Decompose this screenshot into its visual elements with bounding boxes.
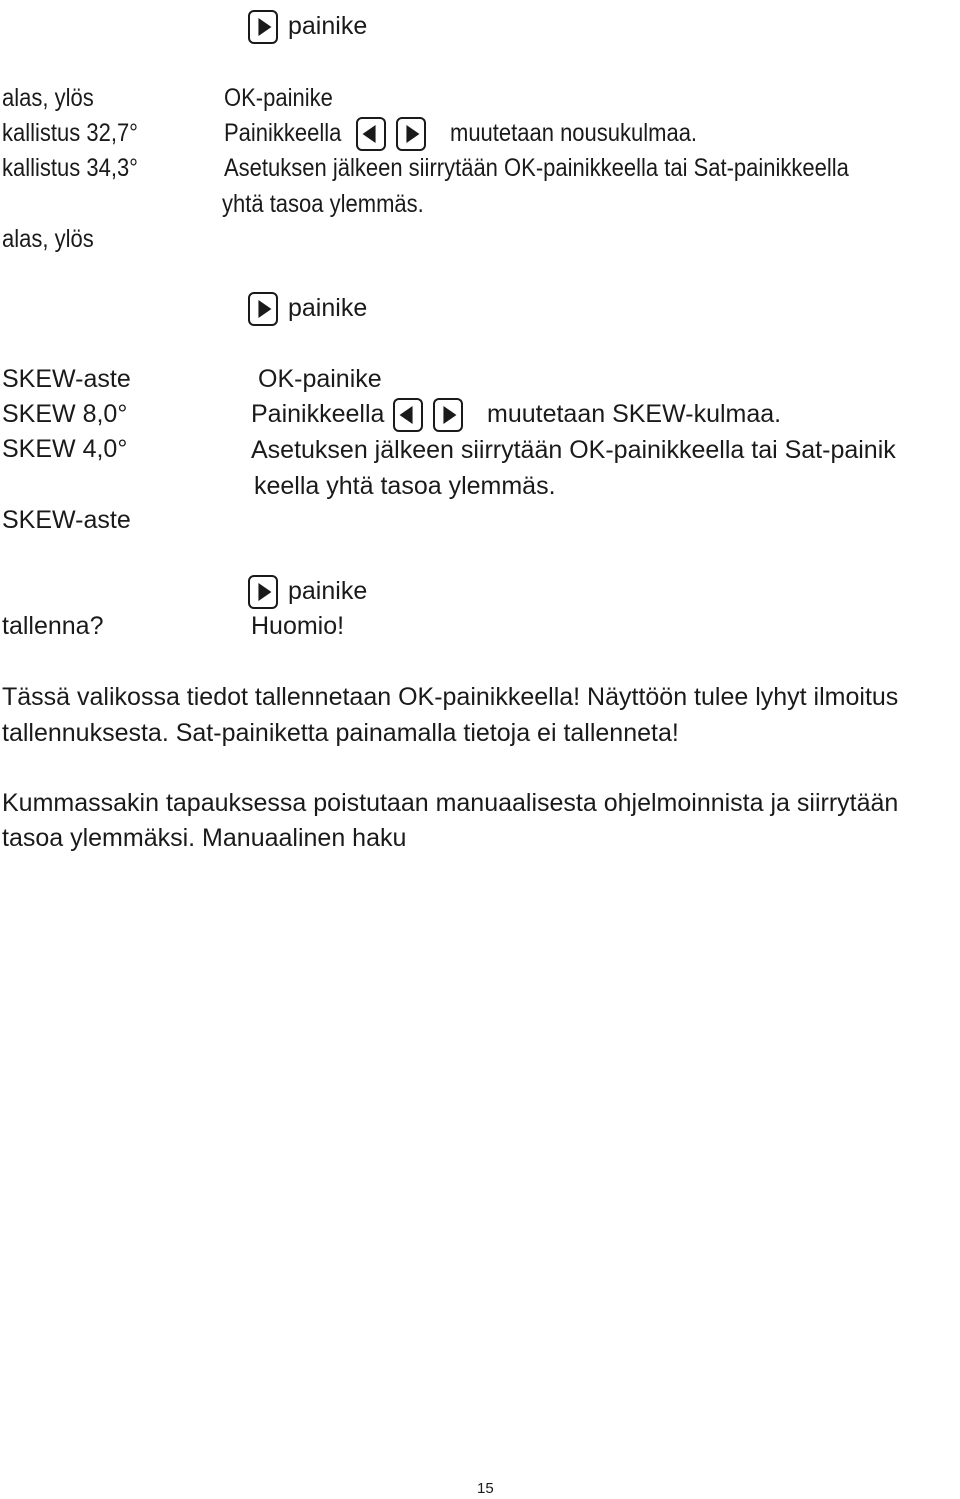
section2-adjust-row [251, 397, 781, 432]
section3-button-label: painike [288, 577, 368, 605]
section1-ok-label: OK-painike [224, 84, 333, 112]
section1-adjust-suffix: muutetaan nousukulmaa. [450, 119, 698, 147]
right-arrow-icon [396, 117, 426, 151]
page-number: 15 [477, 1480, 494, 1497]
paragraph2-line2: tasoa ylemmäksi. Manuaalinen haku [2, 824, 407, 852]
section2-left-4: SKEW-aste [2, 506, 131, 534]
section1-adjust-row [224, 116, 731, 151]
right-arrow-icon [248, 10, 278, 44]
paragraph1-line2: tallennuksesta. Sat-painiketta painamalla tietoja ei tallenneta! [2, 719, 679, 747]
section2-after-line1: Asetuksen jälkeen siirrytään OK-painikkeella tai Sat-painik [251, 436, 896, 464]
section2-ok-label: OK-painike [258, 365, 382, 393]
right-arrow-icon [433, 398, 463, 432]
section2-adjust-prefix: Painikkeella [251, 400, 385, 428]
paragraph1-line1: Tässä valikossa tiedot tallennetaan OK-painikkeella! Näyttöön tulee lyhyt ilmoitus [2, 683, 899, 711]
section2-left-1: SKEW-aste [2, 365, 131, 393]
section2-left-2: SKEW 8,0° [2, 400, 128, 428]
section2-after-line2: keella yhtä tasoa ylemmäs. [254, 472, 556, 500]
section1-left-3: kallistus 34,3° [2, 154, 138, 182]
right-arrow-icon [248, 575, 278, 609]
section1-after-line2: yhtä tasoa ylemmäs. [222, 190, 424, 218]
section1-after-line1: Asetuksen jälkeen siirrytään OK-painikkeella tai Sat-painikkeella [224, 154, 849, 182]
section1-left-4: alas, ylös [2, 225, 94, 253]
section1-button-label: painike [288, 12, 368, 40]
section2-button-row [248, 291, 367, 326]
section2-adjust-suffix: muutetaan SKEW-kulmaa. [487, 400, 782, 428]
left-arrow-icon [393, 398, 423, 432]
section3-note-label: Huomio! [251, 612, 345, 640]
section1-left-2: kallistus 32,7° [2, 119, 138, 147]
section1-button-row [248, 9, 367, 44]
section1-left-1: alas, ylös [2, 84, 94, 112]
section3-button-row [248, 574, 367, 609]
section1-adjust-prefix: Painikkeella [224, 119, 342, 147]
section2-button-label: painike [288, 294, 368, 322]
section3-left-label: tallenna? [2, 612, 104, 640]
right-arrow-icon [248, 292, 278, 326]
section2-left-3: SKEW 4,0° [2, 435, 128, 463]
paragraph2-line1: Kummassakin tapauksessa poistutaan manuaalisesta ohjelmoinnista ja siirrytään [2, 789, 899, 817]
left-arrow-icon [356, 117, 386, 151]
